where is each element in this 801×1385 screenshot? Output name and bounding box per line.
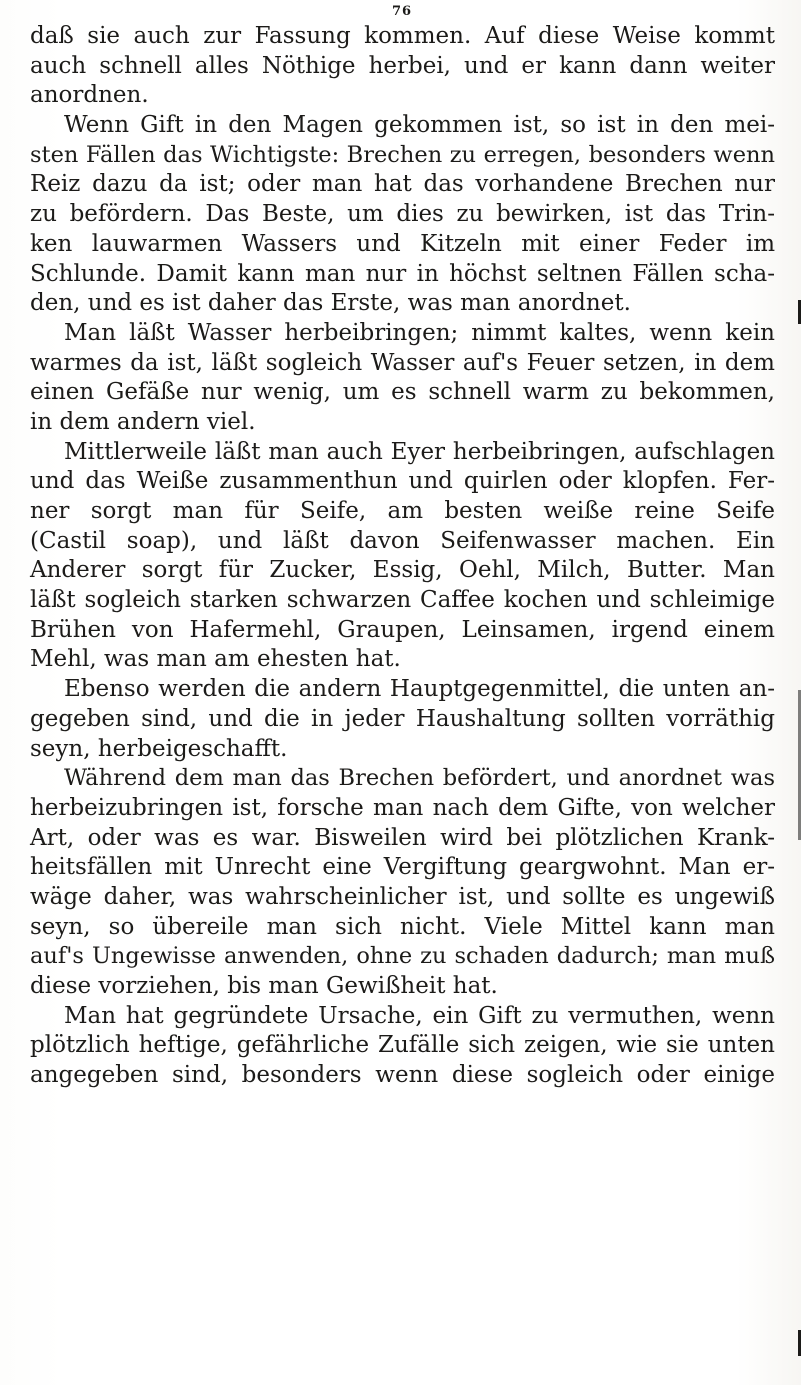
text-line: Mittlerweile läßt man auch Eyer herbeibringen, aufschlagen [64,438,775,465]
text-line: Reiz dazu da ist; oder man hat das vorhandene Brechen nur [30,171,775,198]
text-line: und das Weiße zusammenthun und quirlen oder klopfen. Fer- [30,468,775,495]
text-line: Schlunde. Damit kann man nur in höchst seltnen Fällen scha- [30,260,775,287]
text-line: Man hat gegründete Ursache, ein Gift zu vermuthen, wenn [64,1002,775,1029]
text-line: heitsfällen mit Unrecht eine Vergiftung geargwohnt. Man er- [30,854,775,881]
text-line: Brühen von Hafermehl, Graupen, Leinsamen, irgend einem [30,616,775,643]
text-line: wäge daher, was wahrscheinlicher ist, und sollte es ungewiß [30,883,775,910]
text-line: Man läßt Wasser herbeibringen; nimmt kaltes, wenn kein [64,319,775,346]
text-line: daß sie auch zur Fassung kommen. Auf diese Weise kommt [30,23,775,49]
text-line: gegeben sind, und die in jeder Haushaltung sollten vorräthig [30,705,775,732]
text-line: seyn, herbeigeschafft. [30,735,288,762]
text-line: seyn, so übereile man sich nicht. Viele Mittel kann man [30,913,775,940]
text-line: warmes da ist, läßt sogleich Wasser auf's Feuer setzen, in dem [30,349,775,376]
text-line: Anderer sorgt für Zucker, Essig, Oehl, Milch, Butter. Man [30,557,775,584]
text-line: auch schnell alles Nöthige herbei, und er kann dann weiter [30,52,775,79]
text-line: Art, oder was es war. Bisweilen wird bei plötzlichen Krank- [30,824,775,851]
text-line: (Castil soap), und läßt davon Seifenwasser machen. Ein [30,527,775,554]
text-line: Wenn Gift in den Magen gekommen ist, so ist in den mei- [64,112,775,139]
text-line: plötzlich heftige, gefährliche Zufälle sich zeigen, wie sie unten [30,1032,775,1059]
text-line: Ebenso werden die andern Hauptgegenmittel, die unten an- [64,676,775,703]
text-line: Während dem man das Brechen befördert, und anordnet was [64,765,775,792]
text-line: zu befördern. Das Beste, um dies zu bewirken, ist das Trin- [30,201,775,228]
text-line: Mehl, was man am ehesten hat. [30,646,401,673]
text-line: diese vorziehen, bis man Gewißheit hat. [30,973,498,999]
text-line: anordnen. [30,82,149,109]
text-line: einen Gefäße nur wenig, um es schnell warm zu bekommen, [30,379,775,406]
text-line: den, und es ist daher das Erste, was man anordnet. [30,290,631,317]
text-line: in dem andern viel. [30,408,256,435]
text-line: angegeben sind, besonders wenn diese sogleich oder einige [30,1062,775,1089]
text-line: ner sorgt man für Seife, am besten weiße reine Seife [30,498,775,524]
text-line: läßt sogleich starken schwarzen Caffee kochen und schleimige [30,587,775,614]
text-line: sten Fällen das Wichtigste: Brechen zu erregen, besonders wenn [30,141,775,168]
page-number: 76 [391,4,413,19]
text-line: auf's Ungewisse anwenden, ohne zu schaden dadurch; man muß [30,943,775,970]
text-line: ken lauwarmen Wassers und Kitzeln mit einer Feder im [30,230,775,257]
text-line: herbeizubringen ist, forsche man nach dem Gifte, von welcher [30,794,775,821]
body-text [30,22,775,1091]
